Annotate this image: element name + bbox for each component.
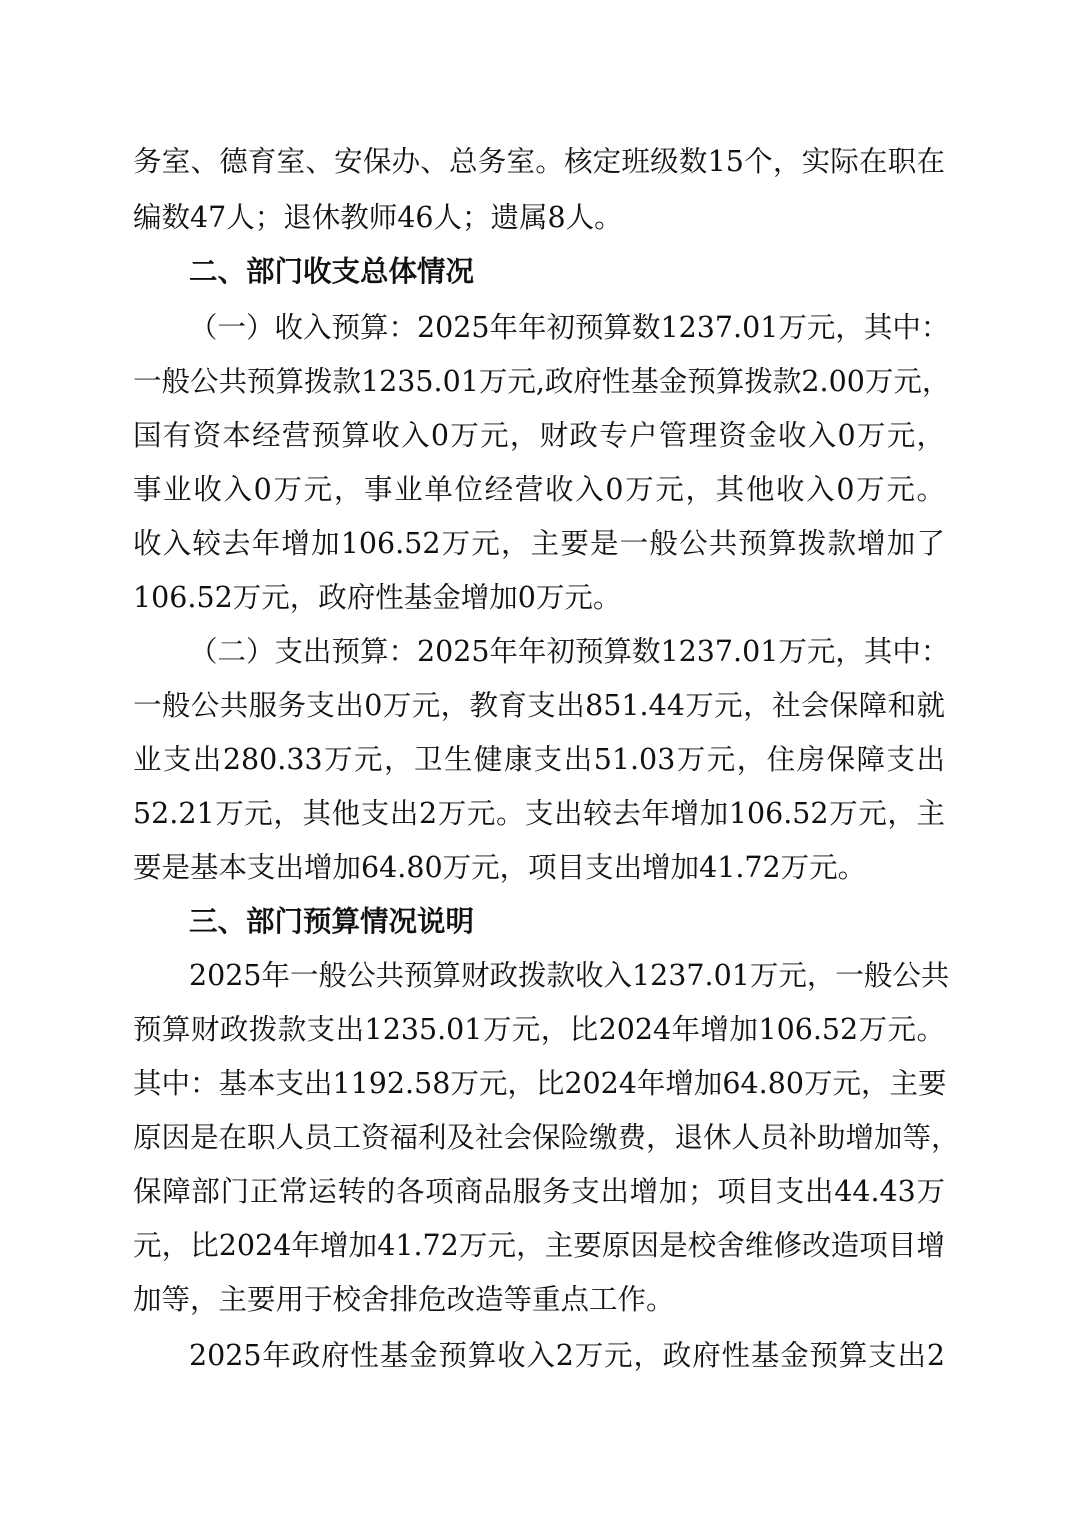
text-line: 2025年政府性基金预算收入2万元，政府性基金预算支出2 bbox=[189, 1339, 945, 1372]
section-heading: 三、部门预算情况说明 bbox=[189, 905, 475, 938]
text-line: 业支出280.33万元，卫生健康支出51.03万元，住房保障支出 bbox=[133, 743, 945, 776]
text-line: 预算财政拨款支出1235.01万元，比2024年增加106.52万元。 bbox=[133, 1013, 945, 1046]
text-line: 一般公共预算拨款1235.01万元,政府性基金预算拨款2.00万元， bbox=[133, 365, 951, 398]
text-line: 收入较去年增加106.52万元，主要是一般公共预算拨款增加了 bbox=[133, 527, 945, 560]
text-line: （二）支出预算：2025年年初预算数1237.01万元，其中： bbox=[189, 635, 950, 668]
text-line: 编数47人；退休教师46人；遗属8人。 bbox=[133, 201, 623, 234]
text-line: 原因是在职人员工资福利及社会保险缴费，退休人员补助增加等， bbox=[133, 1121, 960, 1154]
text-line: 2025年一般公共预算财政拨款收入1237.01万元，一般公共 bbox=[189, 959, 950, 992]
text-line: 加等，主要用于校舍排危改造等重点工作。 bbox=[133, 1283, 675, 1316]
text-line: 一般公共服务支出0万元，教育支出851.44万元，社会保障和就 bbox=[133, 689, 945, 722]
text-line: 保障部门正常运转的各项商品服务支出增加；项目支出44.43万 bbox=[133, 1175, 945, 1208]
text-line: 国有资本经营预算收入0万元，财政专户管理资金收入0万元， bbox=[133, 419, 945, 452]
text-line: 务室、德育室、安保办、总务室。核定班级数15个，实际在职在 bbox=[133, 145, 945, 178]
text-line: 元，比2024年增加41.72万元，主要原因是校舍维修改造项目增 bbox=[133, 1229, 945, 1262]
text-line: 要是基本支出增加64.80万元，项目支出增加41.72万元。 bbox=[133, 851, 867, 884]
section-heading: 二、部门收支总体情况 bbox=[189, 255, 475, 288]
text-line: 52.21万元，其他支出2万元。支出较去年增加106.52万元，主 bbox=[133, 797, 945, 830]
text-line: 106.52万元，政府性基金增加0万元。 bbox=[133, 581, 622, 614]
text-line: 其中：基本支出1192.58万元，比2024年增加64.80万元，主要 bbox=[133, 1067, 947, 1100]
text-line: （一）收入预算：2025年年初预算数1237.01万元，其中： bbox=[189, 311, 950, 344]
text-line: 事业收入0万元，事业单位经营收入0万元，其他收入0万元。 bbox=[133, 473, 945, 506]
